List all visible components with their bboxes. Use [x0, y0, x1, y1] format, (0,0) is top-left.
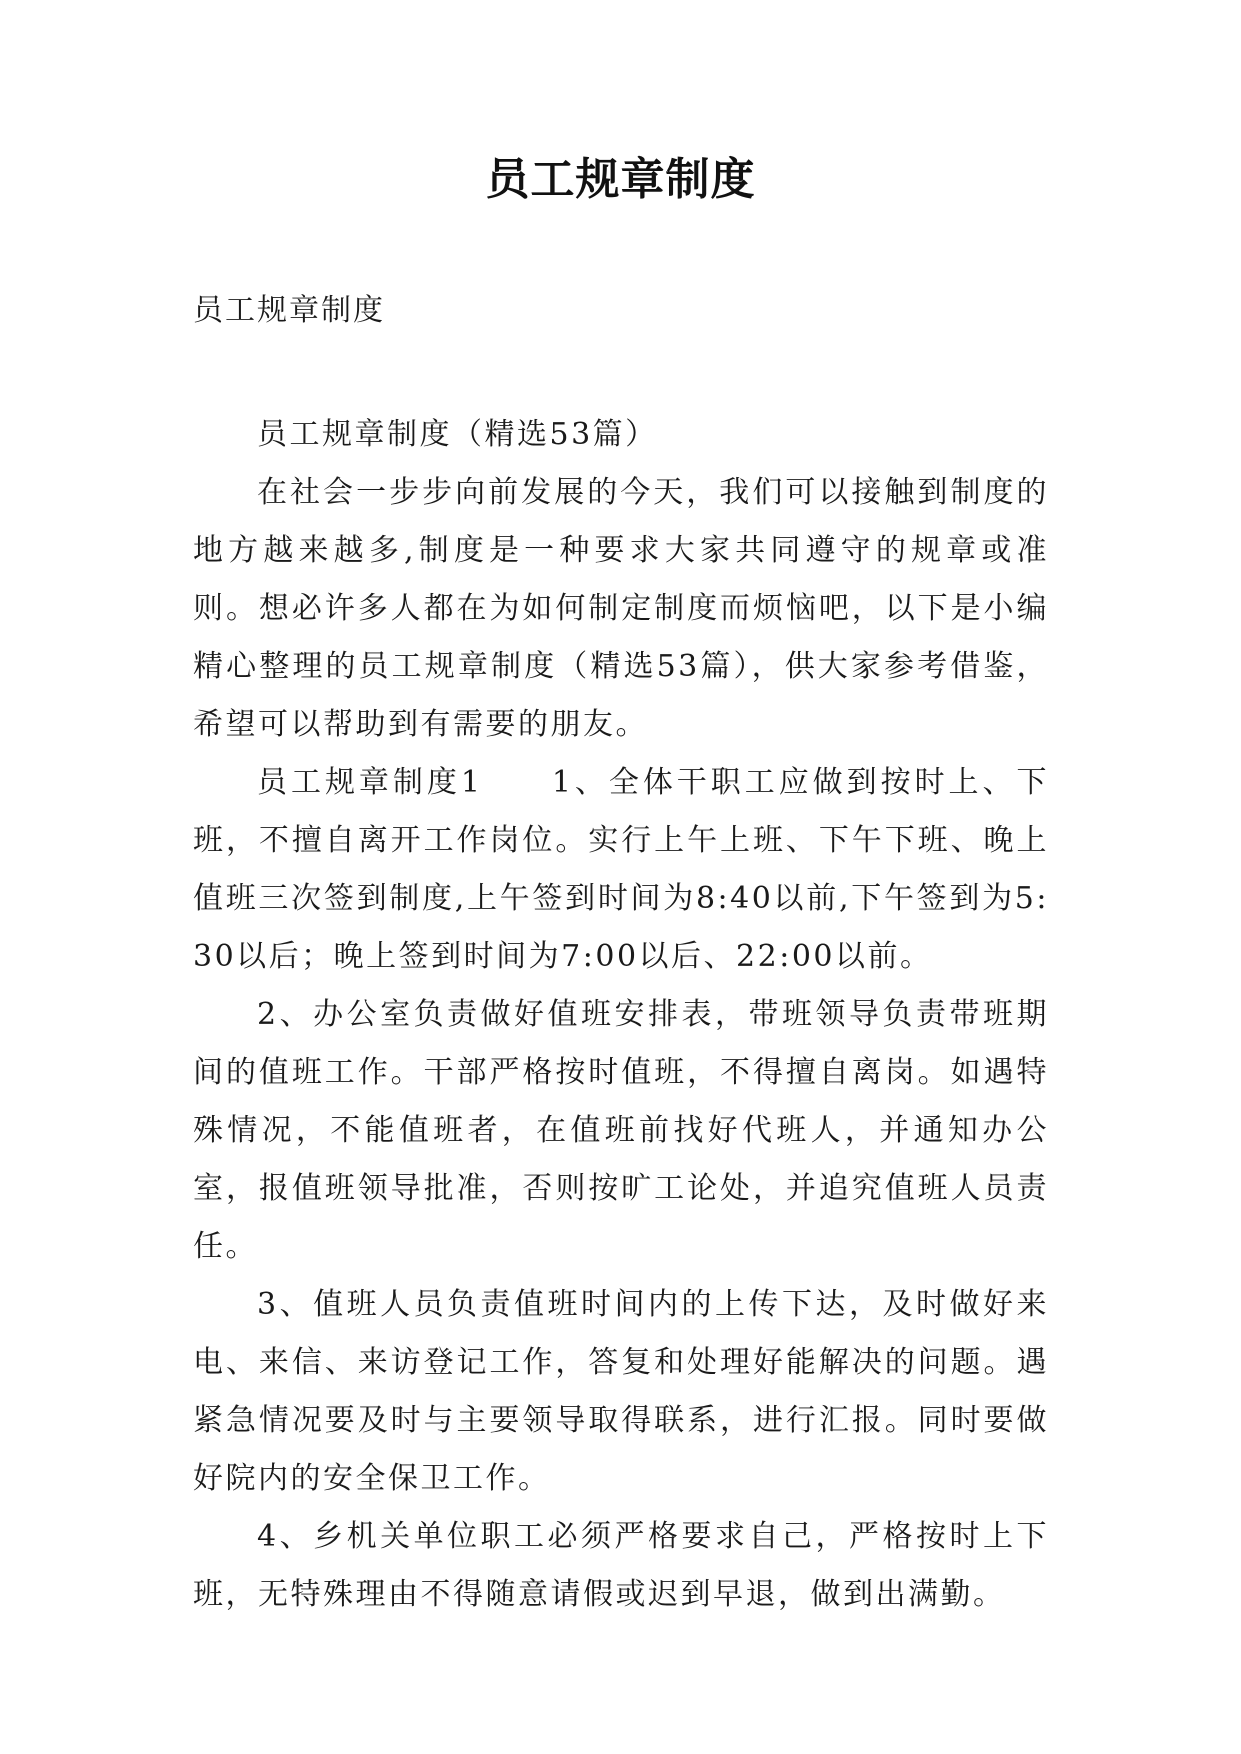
paragraph-rule-2: 2、办公室负责做好值班安排表，带班领导负责带班期间的值班工作。干部严格按时值班，不得擅自离岗。如遇特殊情况，不能值班者，在值班前找好代班人，并通知办公室，报值班领导批准，否则按旷工论处，并追究值班人员责任。: [193, 997, 1049, 1264]
paragraph-rule-4: 4、乡机关单位职工必须严格要求自己，严格按时上下班，无特殊理由不得随意请假或迟到早退，做到出满勤。: [193, 1519, 1049, 1612]
paragraph-rule-3: 3、值班人员负责值班时间内的上传下达，及时做好来电、来信、来访登记工作，答复和处理好能解决的问题。遇紧急情况要及时与主要领导取得联系，进行汇报。同时要做好院内的安全保卫工作。: [193, 1287, 1049, 1496]
document-subtitle: 员工规章制度: [193, 293, 385, 328]
document-title: 员工规章制度: [485, 154, 756, 205]
paragraph-introduction: 在社会一步步向前发展的今天，我们可以接触到制度的地方越来越多,制度是一种要求大家共同遵守的规章或准则。想必许多人都在为如何制定制度而烦恼吧，以下是小编精心整理的员工规章制度（精选53篇），供大家参考借鉴，希望可以帮助到有需要的朋友。: [193, 475, 1049, 742]
paragraph-collection-title: 员工规章制度（精选53篇）: [257, 417, 658, 452]
document-body: [193, 406, 1049, 1624]
paragraph-rule-1: 员工规章制度1 1、全体干职工应做到按时上、下班，不擅自离开工作岗位。实行上午上班、下午下班、晚上值班三次签到制度,上午签到时间为8:40以前,下午签到为5:30以后；晚上签到时间为7:00以后、22:00以前。: [193, 765, 1049, 974]
